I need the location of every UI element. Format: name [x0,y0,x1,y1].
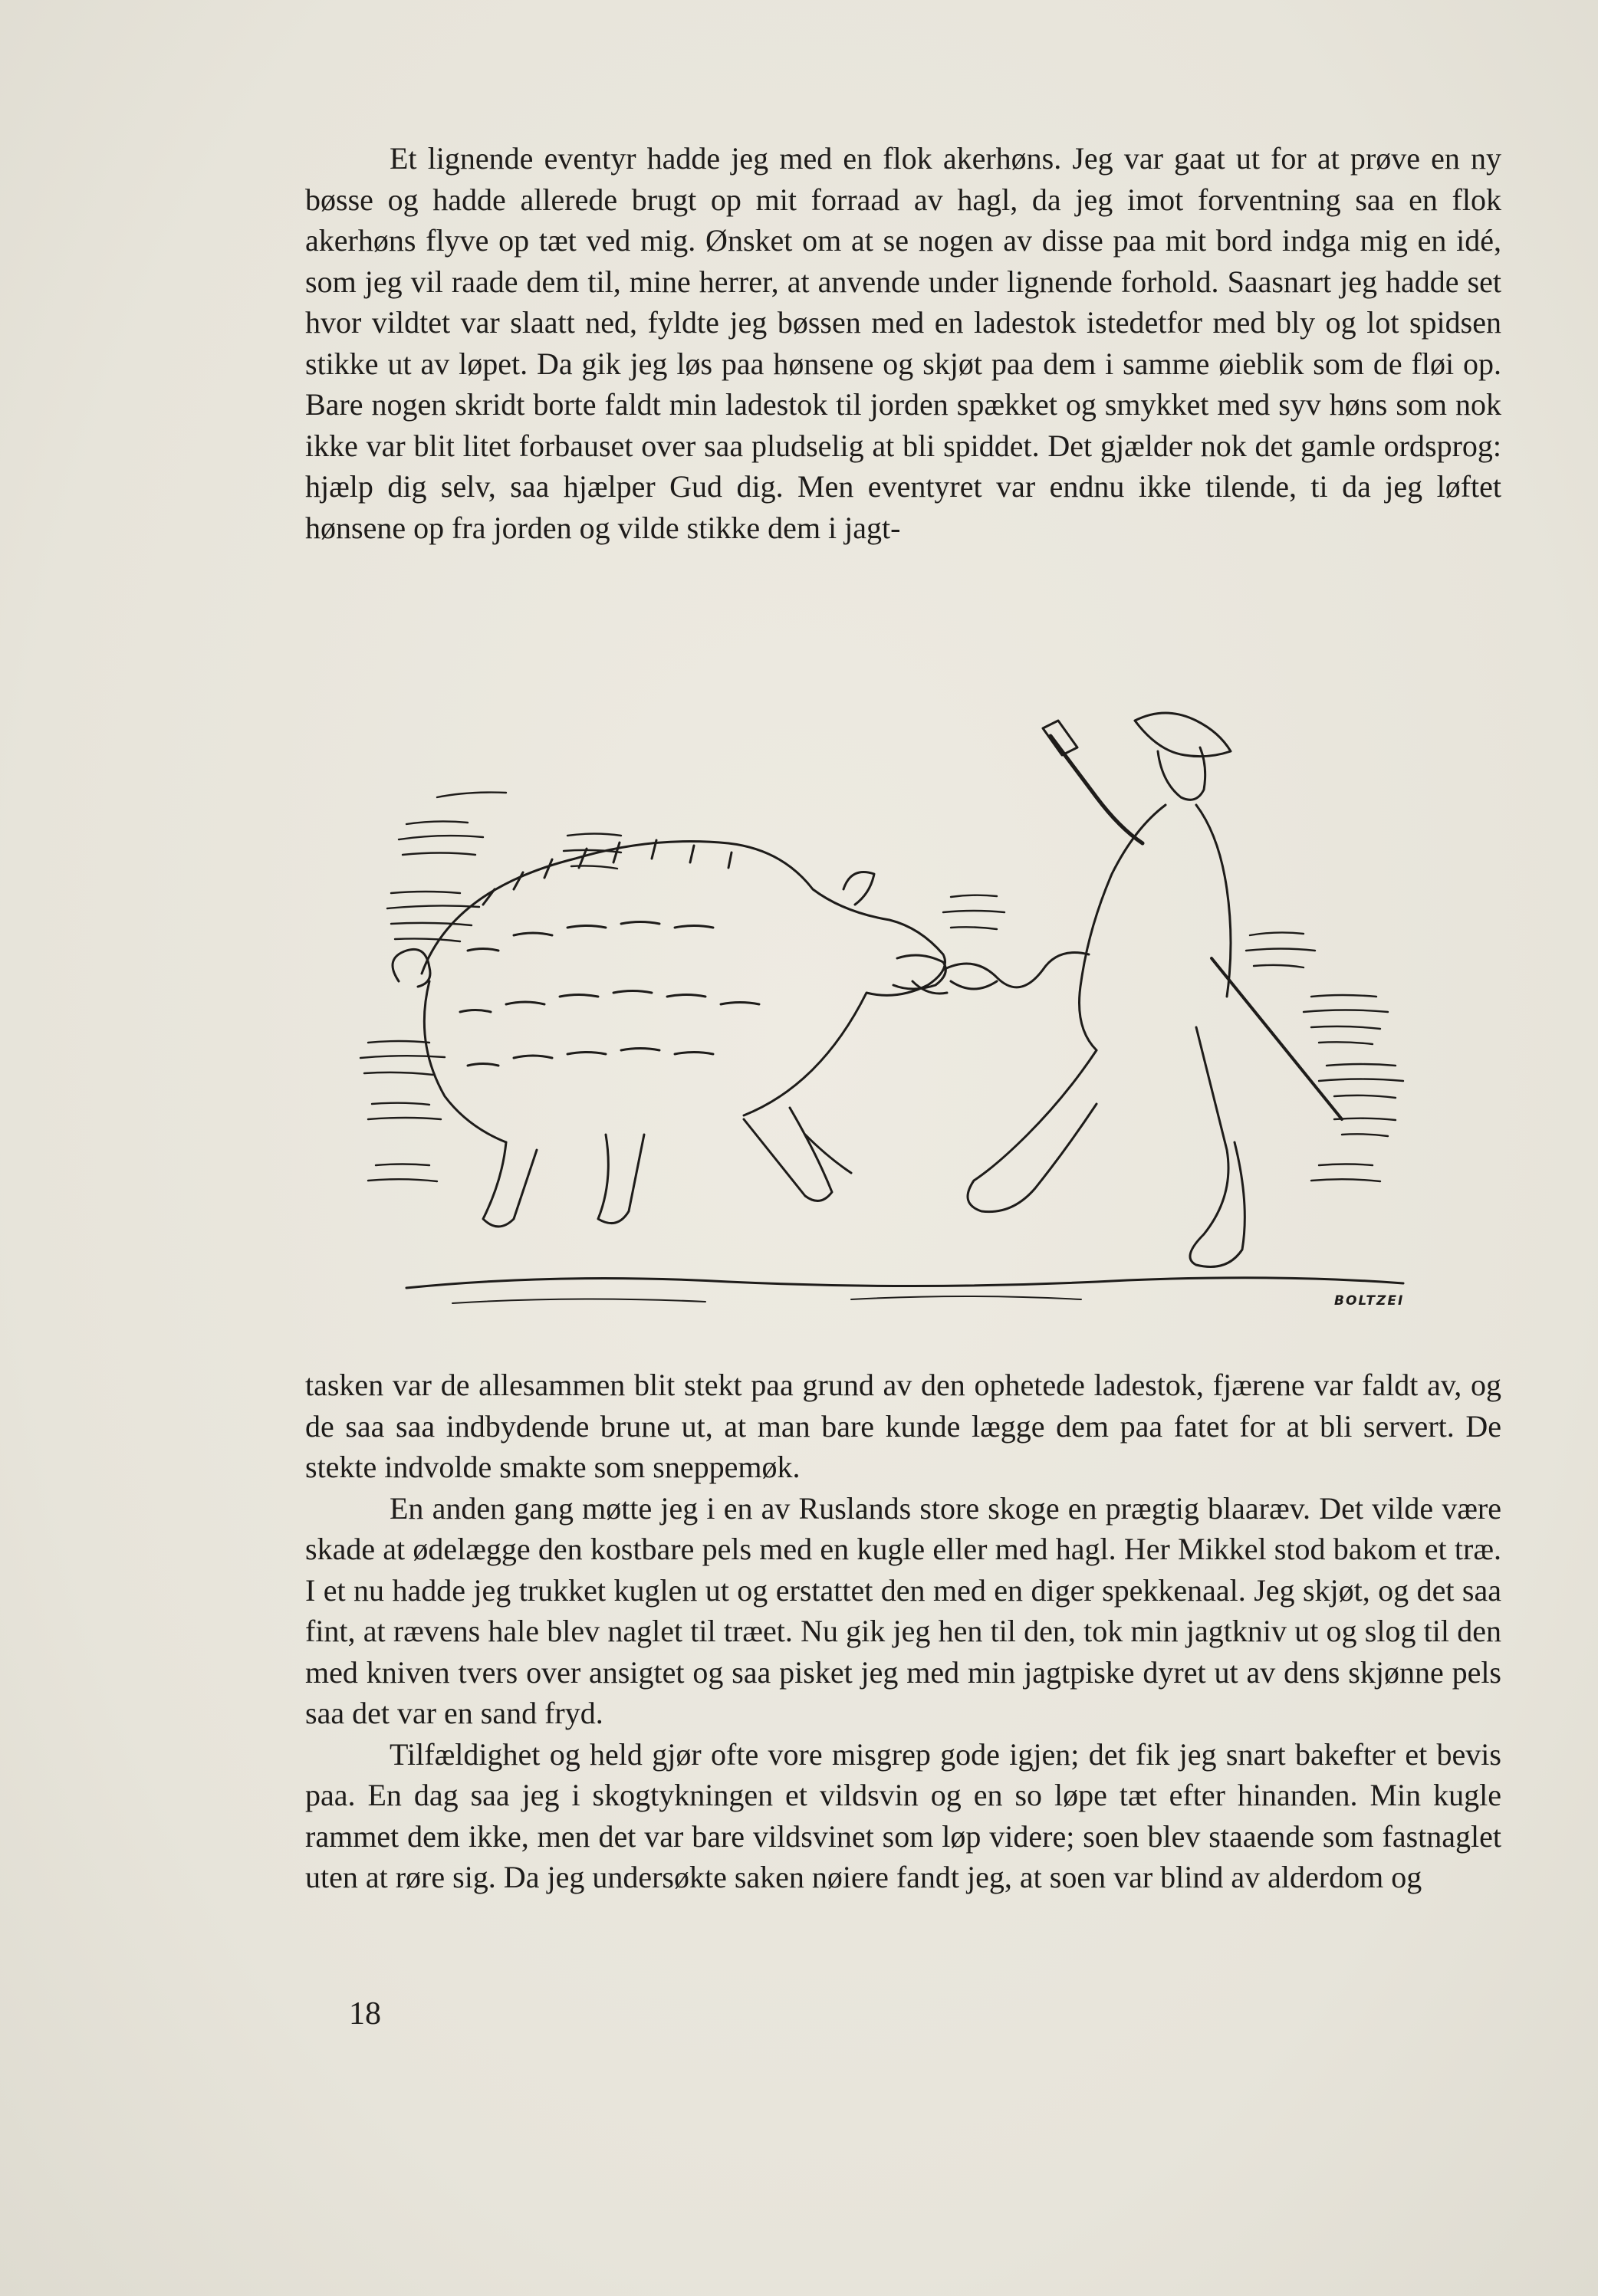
paragraph-partridges: Et lignende eventyr hadde jeg med en flok akerhøns. Jeg var gaat ut for at prøve en ny bøsse og hadde allerede brugt op mit forraad av hagl, da jeg imot forventning saa en flok akerhøns flyve op tæt ved mig. Ønsket om at se nogen av disse paa mit bord indga mig en idé, som jeg vil raade dem til, mine herrer, at anvende under lignende forhold. Saasnart jeg hadde set hvor vildtet var slaatt ned, fyldte jeg bøssen med en ladestok istedetfor med bly og lot spidsen stikke ut av løpet. Da gik jeg løs paa hønsene og skjøt paa dem i samme øieblik som de fløi op. Bare nogen skridt borte faldt min ladestok til jorden spækket og smykket med syv høns som nok ikke var blit litet forbauset over saa pludselig at bli spiddet. Det gjælder nok det gamle ordsprog: hjælp dig selv, saa hjælper Gud dig. Men eventyret var endnu ikke tilende, ti da jeg løftet hønsene op fra jorden og vilde stikke dem i jagt- [305,141,1501,545]
illustration-boar-hunter [314,705,1511,1334]
boar-drawing [393,840,947,1227]
paragraph-boar: Tilfældighet og held gjør ofte vore misgrep gode igjen; det fik jeg snart bakefter et bevis paa. En dag saa jeg i skogtykningen et vildsvin og en so løpe tæt efter hinanden. Min kugle rammet dem ikke, men det var bare vildsvinet som løp videre; soen blev staaende som fastnaglet uten at røre sig. Da jeg undersøkte saken nøiere fandt jeg, at soen var blind av alderdom og [305,1736,1501,1894]
page-number: 18 [349,1996,381,2032]
text-block-bottom [305,1365,1501,1898]
paragraph-continued: tasken var de allesammen blit stekt paa grund av den ophetede ladestok, fjærene var faldt av, og de saa saa indbydende brune ut, at man bare kunde lægge dem paa fatet for at bli servert. De stekte indvolde smakte som sneppemøk. [305,1368,1501,1484]
text-block-top [305,138,1501,548]
hunter-drawing [943,713,1342,1267]
motion-lines-right [943,895,1403,1181]
paragraph-fox: En anden gang møtte jeg i en av Ruslands store skoge en prægtig blaaræv. Det vilde være skade at ødelægge den kostbare pels med en kugle eller med hagl. Her Mikkel stod bakom et træ. I et nu hadde jeg trukket kuglen ut og erstattet den med en diger spekkenaal. Jeg skjøt, og det saa fint, at rævens hale blev naglet til træet. Nu gik jeg hen til den, tok min jagtkniv ut og slog til den med kniven tvers over ansigtet og saa pisket jeg med min jagtpiske dyret ut av dens skjønne pels saa det var en sand fryd. [305,1490,1501,1730]
motion-lines-left [360,793,621,1181]
illustration-signature: BOLTZEI [1334,1293,1405,1309]
